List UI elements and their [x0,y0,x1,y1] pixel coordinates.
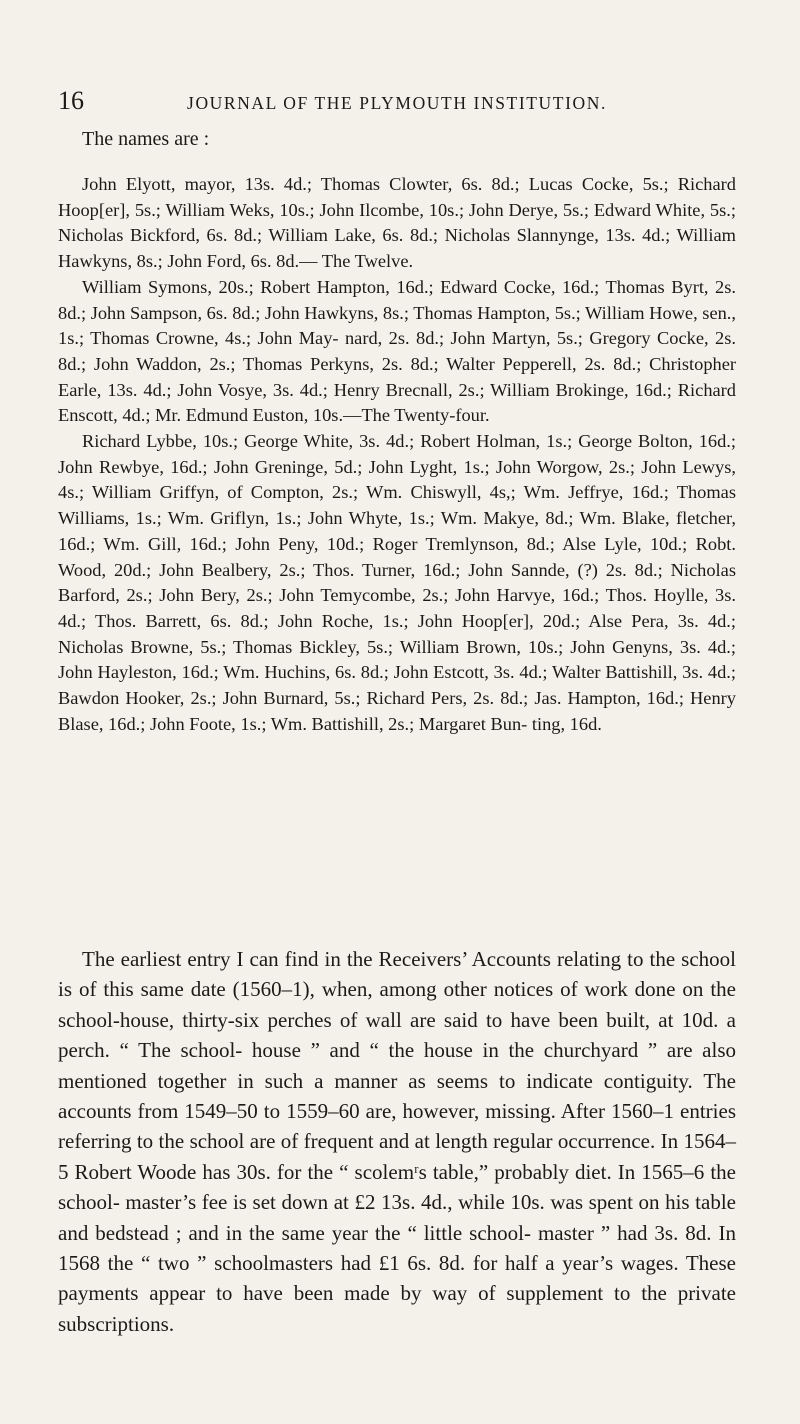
essay-paragraph: The earliest entry I can find in the Receivers’ Accounts relating to the school is of this same date (1560–1), when, among other notices of work done on the school-house, thirty-six perches of wall are said to have been built, at 10d. a perch. “ The school- house ” and “ the house in the churchyard ” are also mentioned together in such a manner as seems to indicate contiguity. The accounts from 1549–50 to 1559–60 are, however, missing. After 1560–1 entries referring to the school are of frequent and at length regular occurrence. In 1564–5 Robert Woode has 30s. for the “ scolemʳs table,” probably diet. In 1565–6 the school- master’s fee is set down at £2 13s. 4d., while 10s. was spent on his table and bedstead ; and in the same year the “ little school- master ” had 3s. 8d. In 1568 the “ two ” schoolmasters had £1 6s. 8d. for half a year’s wages. These payments appear to have been made by way of supplement to the private subscriptions. [58,947,736,1336]
names-paragraph-others: Richard Lybbe, 10s.; George White, 3s. 4d.; Robert Holman, 1s.; George Bolton, 16d.; John Rewbye, 16d.; John Greninge, 5d.; John Lyght, 1s.; John Worgow, 2s.; John Lewys, 4s.; William Griffyn, of Compton, 2s.; Wm. Chiswyll, 4s,; Wm. Jeffrye, 16d.; Thomas Williams, 1s.; Wm. Griflyn, 1s.; John Whyte, 1s.; Wm. Makye, 8d.; Wm. Blake, fletcher, 16d.; Wm. Gill, 16d.; John Peny, 10d.; Roger Tremlynson, 8d.; Alse Lyle, 10d.; Robt. Wood, 20d.; John Bealbery, 2s.; Thos. Turner, 16d.; John Sannde, (?) 2s. 8d.; Nicholas Barford, 2s.; John Bery, 2s.; John Temycombe, 2s.; John Harvye, 16d.; Thos. Hoylle, 3s. 4d.; Thos. Barrett, 6s. 8d.; John Roche, 1s.; John Hoop[er], 20d.; Alse Pera, 3s. 4d.; Nicholas Browne, 5s.; Thomas Bickley, 5s.; William Brown, 10s.; John Genyns, 3s. 4d.; John Hayleston, 16d.; Wm. Huchins, 6s. 8d.; John Estcott, 3s. 4d.; Walter Battishill, 3s. 4d.; Bawdon Hooker, 2s.; John Burnard, 5s.; Richard Pers, 2s. 8d.; Jas. Hampton, 16d.; Henry Blase, 16d.; John Foote, 1s.; Wm. Battishill, 2s.; Margaret Bun- ting, 16d. [58,431,736,734]
page-number: 16 [58,86,84,115]
names-paragraph-twenty-four: William Symons, 20s.; Robert Hampton, 16d.; Edward Cocke, 16d.; Thomas Byrt, 2s. 8d.; John Sampson, 6s. 8d.; John Hawkyns, 8s.; Thomas Hampton, 5s.; William Howe, sen., 1s.; Thomas Crowne, 4s.; John May- nard, 2s. 8d.; John Martyn, 5s.; Gregory Cocke, 2s. 8d.; John Waddon, 2s.; Thomas Perkyns, 2s. 8d.; Walter Pepperell, 2s. 8d.; Christopher Earle, 13s. 4d.; John Vosye, 3s. 4d.; Henry Brecnall, 2s.; William Brokinge, 16d.; Richard Enscott, 4d.; Mr. Edmund Euston, 10s.—The Twenty-four. [58,276,737,426]
subscriber-names-list [58,172,736,737]
journal-title: JOURNAL OF THE PLYMOUTH INSTITUTION. [187,93,607,113]
running-head [58,86,736,120]
names-paragraph-twelve: John Elyott, mayor, 13s. 4d.; Thomas Clowter, 6s. 8d.; Lucas Cocke, 5s.; Richard Hoop[er], 5s.; William Weks, 10s.; John Ilcombe, 10s.; John Derye, 5s.; Edward White, 5s.; Nicholas Bickford, 6s. 8d.; William Lake, 6s. 8d.; Nicholas Slannynge, 13s. 4d.; William Hawkyns, 8s.; John Ford, 6s. 8d.— The Twelve. [58,174,736,272]
names-intro: The names are : [82,128,210,150]
